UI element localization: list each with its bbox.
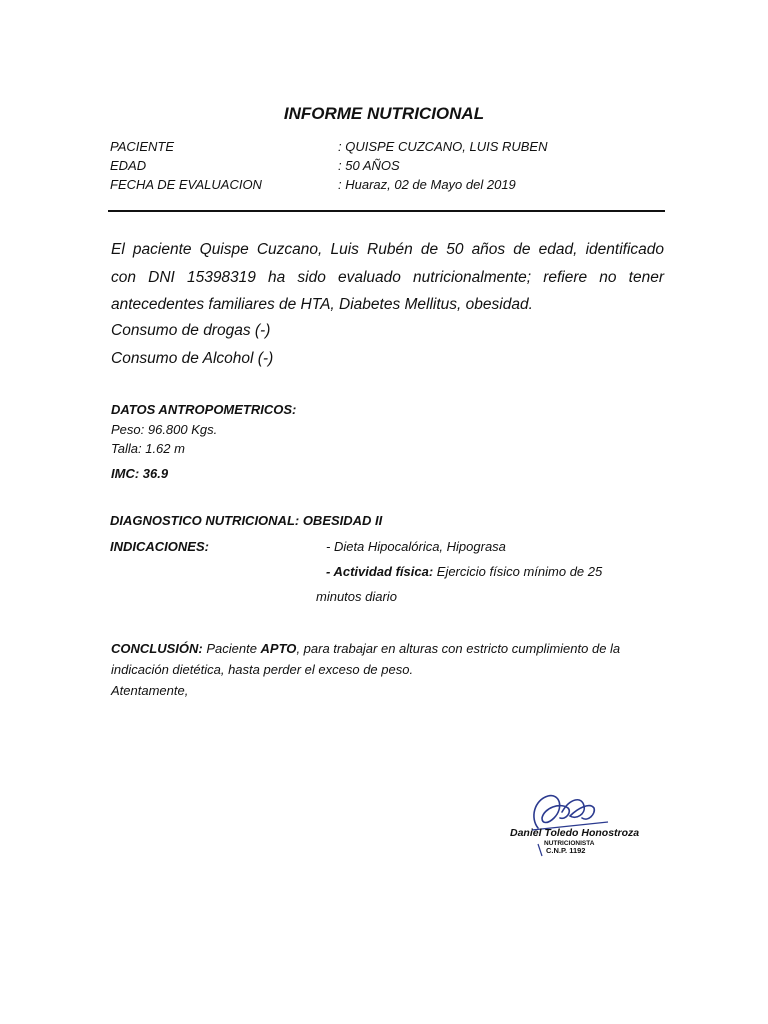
conclusion-text-after: , para trabajar en alturas con estricto cumplimiento de la indicación dietética, hasta perder el exceso de peso. bbox=[111, 641, 621, 677]
date-value: : Huaraz, 02 de Mayo del 2019 bbox=[338, 177, 516, 192]
age-value: : 50 AÑOS bbox=[338, 158, 400, 173]
patient-label: PACIENTE bbox=[110, 139, 175, 154]
indication-activity bbox=[326, 564, 602, 579]
age-label: EDAD bbox=[110, 158, 147, 173]
paragraph-line: antecedentes familiares de HTA, Diabetes Mellitus, obesidad. bbox=[111, 296, 533, 313]
conclusion-label: CONCLUSIÓN: bbox=[111, 641, 203, 656]
signature-tail bbox=[538, 844, 542, 856]
anthropometric-heading: DATOS ANTROPOMETRICOS: bbox=[111, 402, 297, 417]
header-divider bbox=[108, 210, 665, 212]
conclusion-block bbox=[111, 638, 671, 680]
bmi-value: IMC: 36.9 bbox=[111, 466, 169, 481]
patient-summary-paragraph bbox=[111, 236, 664, 319]
indication-diet: - Dieta Hipocalórica, Hipograsa bbox=[326, 539, 506, 554]
weight-value: Peso: 96.800 Kgs. bbox=[111, 422, 218, 437]
signature-stamp bbox=[498, 778, 648, 862]
indication-activity-continued: minutos diario bbox=[316, 589, 397, 604]
drug-consumption: Consumo de drogas (-) bbox=[111, 322, 271, 339]
signature-cnp: C.N.P. 1192 bbox=[546, 846, 586, 855]
signature-role: NUTRICIONISTA bbox=[544, 840, 595, 847]
patient-value: : QUISPE CUZCANO, LUIS RUBEN bbox=[338, 139, 548, 154]
paragraph-line: con DNI 15398319 ha sido evaluado nutricionalmente; refiere no tener bbox=[111, 268, 664, 286]
alcohol-consumption: Consumo de Alcohol (-) bbox=[111, 350, 274, 367]
paragraph-line: El paciente Quispe Cuzcano, Luis Rubén de 50 años de edad, identificado bbox=[111, 241, 664, 258]
nutritional-diagnosis: DIAGNOSTICO NUTRICIONAL: OBESIDAD II bbox=[110, 513, 383, 528]
conclusion-apto: APTO bbox=[260, 641, 297, 656]
signature-name: Daniel Toledo Honostroza bbox=[510, 827, 640, 839]
page-title: INFORME NUTRICIONAL bbox=[283, 104, 485, 123]
indications-label: INDICACIONES: bbox=[110, 539, 209, 554]
height-value: Talla: 1.62 m bbox=[111, 441, 185, 456]
signature-strokes bbox=[534, 796, 594, 828]
indication-activity-label: - Actividad física: bbox=[326, 564, 434, 579]
date-label: FECHA DE EVALUACION bbox=[110, 177, 262, 192]
conclusion-text-before: Paciente bbox=[202, 641, 261, 656]
closing-salutation: Atentamente, bbox=[111, 683, 189, 698]
indication-activity-text: Ejercicio físico mínimo de 25 bbox=[433, 564, 603, 579]
